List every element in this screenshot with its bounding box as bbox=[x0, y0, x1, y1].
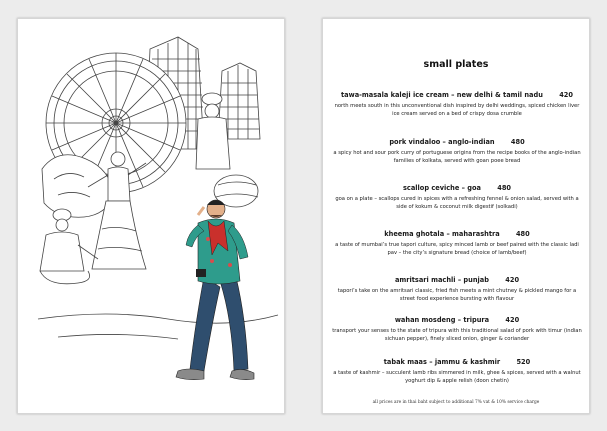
dish-name: amritsari machli – punjab bbox=[394, 276, 489, 284]
menu-page-left bbox=[17, 18, 285, 414]
dish-price: 480 bbox=[510, 138, 525, 146]
dish-description: goa on a plate – scallops cured in spices with a refreshing fennel & onion salad, served with a side of kokum & coconut milk digestif (solkadi) bbox=[335, 196, 579, 210]
dish-name: pork vindaloo – anglo-indian bbox=[389, 138, 495, 146]
traveler-figure bbox=[176, 200, 254, 380]
traveler-illustration bbox=[18, 19, 285, 414]
menu-item bbox=[331, 316, 583, 343]
dish-description: a taste of mumbai’s true tapori culture, spicy minced lamb or beef paired with the classic ladi pav – the city’s signature bread (choice of lamb/beef) bbox=[335, 242, 579, 256]
seated-man-figure bbox=[40, 209, 98, 284]
dish-name: tabak maas – jammu & kashmir bbox=[383, 358, 501, 366]
dish-price: 480 bbox=[497, 184, 511, 192]
dish-name: tawa-masala kaleji ice cream – new delhi & tamil nadu bbox=[341, 91, 543, 99]
dish-description: tapori’s take on the amritsari classic, fried fish meets a mint chutney & pickled mango for a street food experience bursting with flavour bbox=[337, 288, 577, 302]
menu-item bbox=[331, 230, 583, 257]
dish-price: 520 bbox=[516, 358, 531, 366]
menu-item bbox=[331, 184, 583, 211]
dish-price: 420 bbox=[505, 316, 520, 324]
dish-description: a taste of kashmir – succulent lamb ribs simmered in milk, ghee & spices, served with a walnut yoghurt dip & apple relish (doon chetin) bbox=[333, 370, 581, 384]
dish-price: 420 bbox=[505, 276, 520, 284]
menu-section-title: small plates bbox=[423, 59, 489, 70]
dish-name: wahan mosdeng – tripura bbox=[394, 316, 490, 324]
menu-item bbox=[331, 358, 583, 385]
dish-description: a spicy hot and sour pork curry of portuguese origins from the recipe books of the anglo-indian families of kolkata, served with goan poee bread bbox=[333, 150, 581, 164]
menu-item bbox=[331, 276, 583, 303]
menu-page-right bbox=[322, 18, 590, 414]
dish-name: kheema ghotala – maharashtra bbox=[384, 230, 500, 238]
dish-name: scallop ceviche – goa bbox=[402, 184, 481, 192]
dish-description: transport your senses to the state of tripura with this traditional salad of pork with timur (indian sichuan pepper), finely sliced onion, ginger & coriander bbox=[332, 328, 582, 342]
dish-description: north meets south in this unconventional dish inspired by delhi weddings, spiced chicken liver ice cream served on a bed of crispy dosa crumble bbox=[334, 103, 580, 117]
dish-price: 420 bbox=[559, 91, 573, 99]
dish-price: 480 bbox=[515, 230, 530, 238]
menu-item bbox=[331, 138, 583, 165]
price-footnote: all prices are in thai baht subject to additional 7% vat & 10% service charge bbox=[372, 400, 540, 405]
menu-item bbox=[331, 91, 583, 118]
